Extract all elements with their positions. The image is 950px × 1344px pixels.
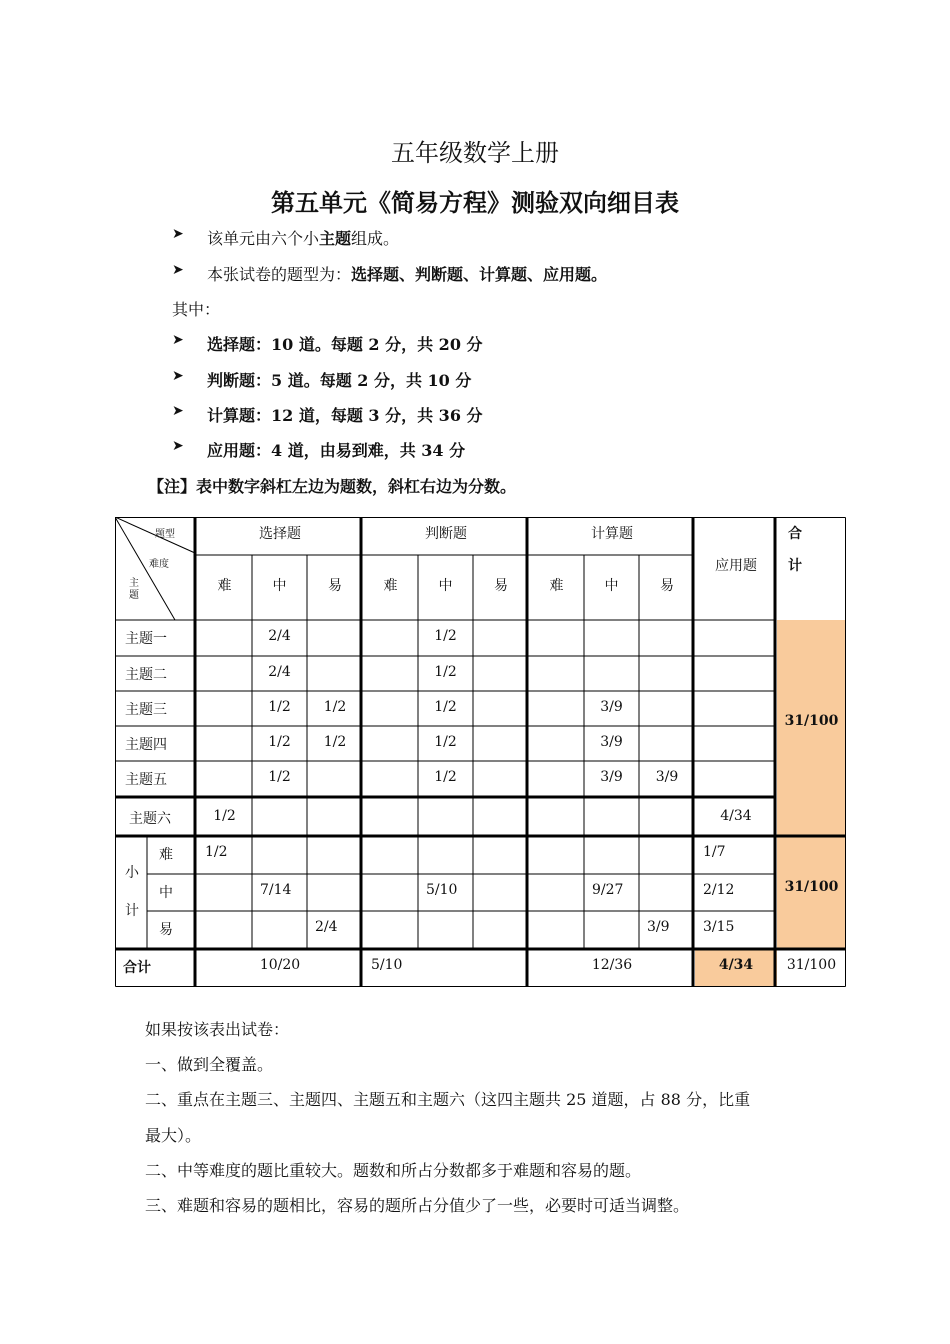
table-cell: 3/9 bbox=[600, 699, 623, 715]
table-cell: 1/2 bbox=[268, 734, 291, 750]
level-header: 易 bbox=[660, 578, 674, 594]
level-header: 中 bbox=[438, 578, 453, 594]
list-item bbox=[172, 368, 472, 391]
table-cell: 1/2 bbox=[323, 734, 347, 750]
arrow-bullet-icon: ➤ bbox=[172, 262, 184, 278]
diag-topic-label-2: 题 bbox=[129, 590, 139, 601]
diag-difficulty-label: 难度 bbox=[149, 559, 169, 570]
table-cell: 3/9 bbox=[655, 769, 679, 785]
intro-text: 组成。 bbox=[351, 229, 400, 248]
topic-row-label: 主题六 bbox=[129, 811, 171, 827]
diag-type-label: 题型 bbox=[155, 529, 175, 540]
conclusion-intro: 如果按该表出试卷： bbox=[145, 1020, 290, 1039]
conclusion-p2a: 二、重点在主题三、主题四、主题五和主题六（这四主题共 25 道题，占 88 分，比重 bbox=[145, 1090, 751, 1109]
level-header: 中 bbox=[604, 578, 619, 594]
level-header: 易 bbox=[328, 578, 342, 594]
subtotal-cell: 2/12 bbox=[703, 882, 735, 898]
arrow-bullet-icon: ➤ bbox=[172, 226, 184, 242]
subtotal-cell: 3/15 bbox=[703, 919, 735, 935]
arrow-bullet-icon: ➤ bbox=[172, 332, 184, 348]
table-cell: 1/2 bbox=[434, 699, 457, 715]
conclusion-p1: 一、做到全覆盖。 bbox=[145, 1055, 274, 1074]
total-calc: 12/36 bbox=[591, 957, 633, 973]
table-cell: 1/2 bbox=[434, 769, 457, 785]
question-types: 选择题、判断题、计算题、应用题。 bbox=[351, 265, 608, 284]
item-text: 判断题：5 道。每题 2 分，共 10 分 bbox=[207, 371, 472, 390]
list-item bbox=[172, 438, 466, 461]
table-cell: 1/2 bbox=[434, 734, 457, 750]
topic-row-label: 主题五 bbox=[125, 772, 167, 788]
level-header: 易 bbox=[494, 578, 508, 594]
table-note bbox=[148, 474, 516, 497]
level-header: 难 bbox=[217, 578, 232, 594]
conclusion-p2b: 最大）。 bbox=[145, 1126, 202, 1145]
conclusion-p3: 二、中等难度的题比重较大。题数和所占分数都多于难题和容易的题。 bbox=[145, 1161, 642, 1180]
arrow-bullet-icon: ➤ bbox=[172, 368, 184, 384]
table-cell: 1/2 bbox=[268, 769, 291, 785]
table-cell: 1/2 bbox=[434, 628, 457, 644]
item-text: 计算题：12 道，每题 3 分，共 36 分 bbox=[207, 406, 483, 425]
total-app: 4/34 bbox=[718, 957, 754, 973]
subtotal-cell: 1/2 bbox=[205, 844, 228, 860]
intro-line-1 bbox=[172, 226, 400, 249]
subtotal-cell: 7/14 bbox=[260, 882, 292, 898]
table-cell: 3/9 bbox=[600, 769, 623, 785]
subtotal-level-label: 易 bbox=[159, 922, 173, 938]
level-header: 难 bbox=[383, 578, 398, 594]
subtotal-cell: 9/27 bbox=[592, 882, 624, 898]
table-cell: 1/2 bbox=[268, 699, 291, 715]
level-header: 中 bbox=[272, 578, 287, 594]
header-total-2: 计 bbox=[788, 558, 802, 574]
table-cell: 1/2 bbox=[213, 808, 236, 824]
subtotal-label-1: 小 bbox=[125, 865, 139, 881]
subtotal-level-label: 难 bbox=[159, 847, 173, 863]
arrow-bullet-icon: ➤ bbox=[172, 438, 184, 454]
topic-total-value: 31/100 bbox=[784, 713, 839, 729]
page-title: 五年级数学上册 bbox=[391, 139, 559, 167]
level-header: 难 bbox=[549, 578, 564, 594]
table-cell: 2/4 bbox=[268, 628, 291, 644]
header-calc: 计算题 bbox=[591, 526, 633, 542]
among-label: 其中： bbox=[172, 300, 221, 319]
subtotal-label-2: 计 bbox=[125, 903, 139, 919]
topic-row-label: 主题四 bbox=[125, 737, 167, 753]
item-text: 选择题：10 道。每题 2 分，共 20 分 bbox=[207, 335, 483, 354]
table-cell: 1/2 bbox=[323, 699, 347, 715]
total-all: 31/100 bbox=[786, 957, 837, 973]
header-total-1: 合 bbox=[788, 526, 802, 542]
arrow-bullet-icon: ➤ bbox=[172, 403, 184, 419]
header-app: 应用题 bbox=[715, 558, 757, 574]
page-subtitle: 第五单元《简易方程》测验双向细目表 bbox=[271, 189, 679, 217]
intro-line-2 bbox=[172, 262, 608, 285]
list-item bbox=[172, 332, 483, 355]
total-row-label: 合计 bbox=[123, 960, 151, 976]
table-cell: 4/34 bbox=[720, 808, 752, 824]
item-text: 应用题：4 道，由易到难，共 34 分 bbox=[207, 441, 466, 460]
subtotal-cell: 1/7 bbox=[703, 844, 726, 860]
table-cell: 3/9 bbox=[600, 734, 623, 750]
topic-row-label: 主题一 bbox=[125, 631, 167, 647]
total-choice: 10/20 bbox=[259, 957, 301, 973]
intro-text-bold: 主题 bbox=[319, 229, 352, 248]
conclusion-p4: 三、难题和容易的题相比，容易的题所占分值少了一些，必要时可适当调整。 bbox=[145, 1196, 690, 1215]
table-cell: 2/4 bbox=[268, 664, 291, 680]
subtotal-cell: 2/4 bbox=[315, 919, 338, 935]
intro-text: 本张试卷的题型为： bbox=[207, 265, 352, 284]
subtotal-cell: 3/9 bbox=[647, 919, 670, 935]
list-item bbox=[172, 403, 483, 426]
detail-table bbox=[115, 517, 846, 987]
table-cell: 1/2 bbox=[434, 664, 457, 680]
subtotal-level-label: 中 bbox=[159, 885, 173, 901]
header-choice: 选择题 bbox=[259, 526, 301, 542]
topic-row-label: 主题二 bbox=[125, 667, 167, 683]
diag-topic-label-1: 主 bbox=[129, 578, 139, 589]
header-judge: 判断题 bbox=[425, 526, 467, 542]
subtotal-cell: 5/10 bbox=[426, 882, 458, 898]
subtotal-total-value: 31/100 bbox=[784, 879, 839, 895]
total-judge: 5/10 bbox=[371, 957, 403, 973]
note-text: 【注】表中数字斜杠左边为题数，斜杠右边为分数。 bbox=[148, 477, 517, 496]
intro-text: 该单元由六个小 bbox=[207, 229, 320, 248]
topic-row-label: 主题三 bbox=[125, 702, 167, 718]
